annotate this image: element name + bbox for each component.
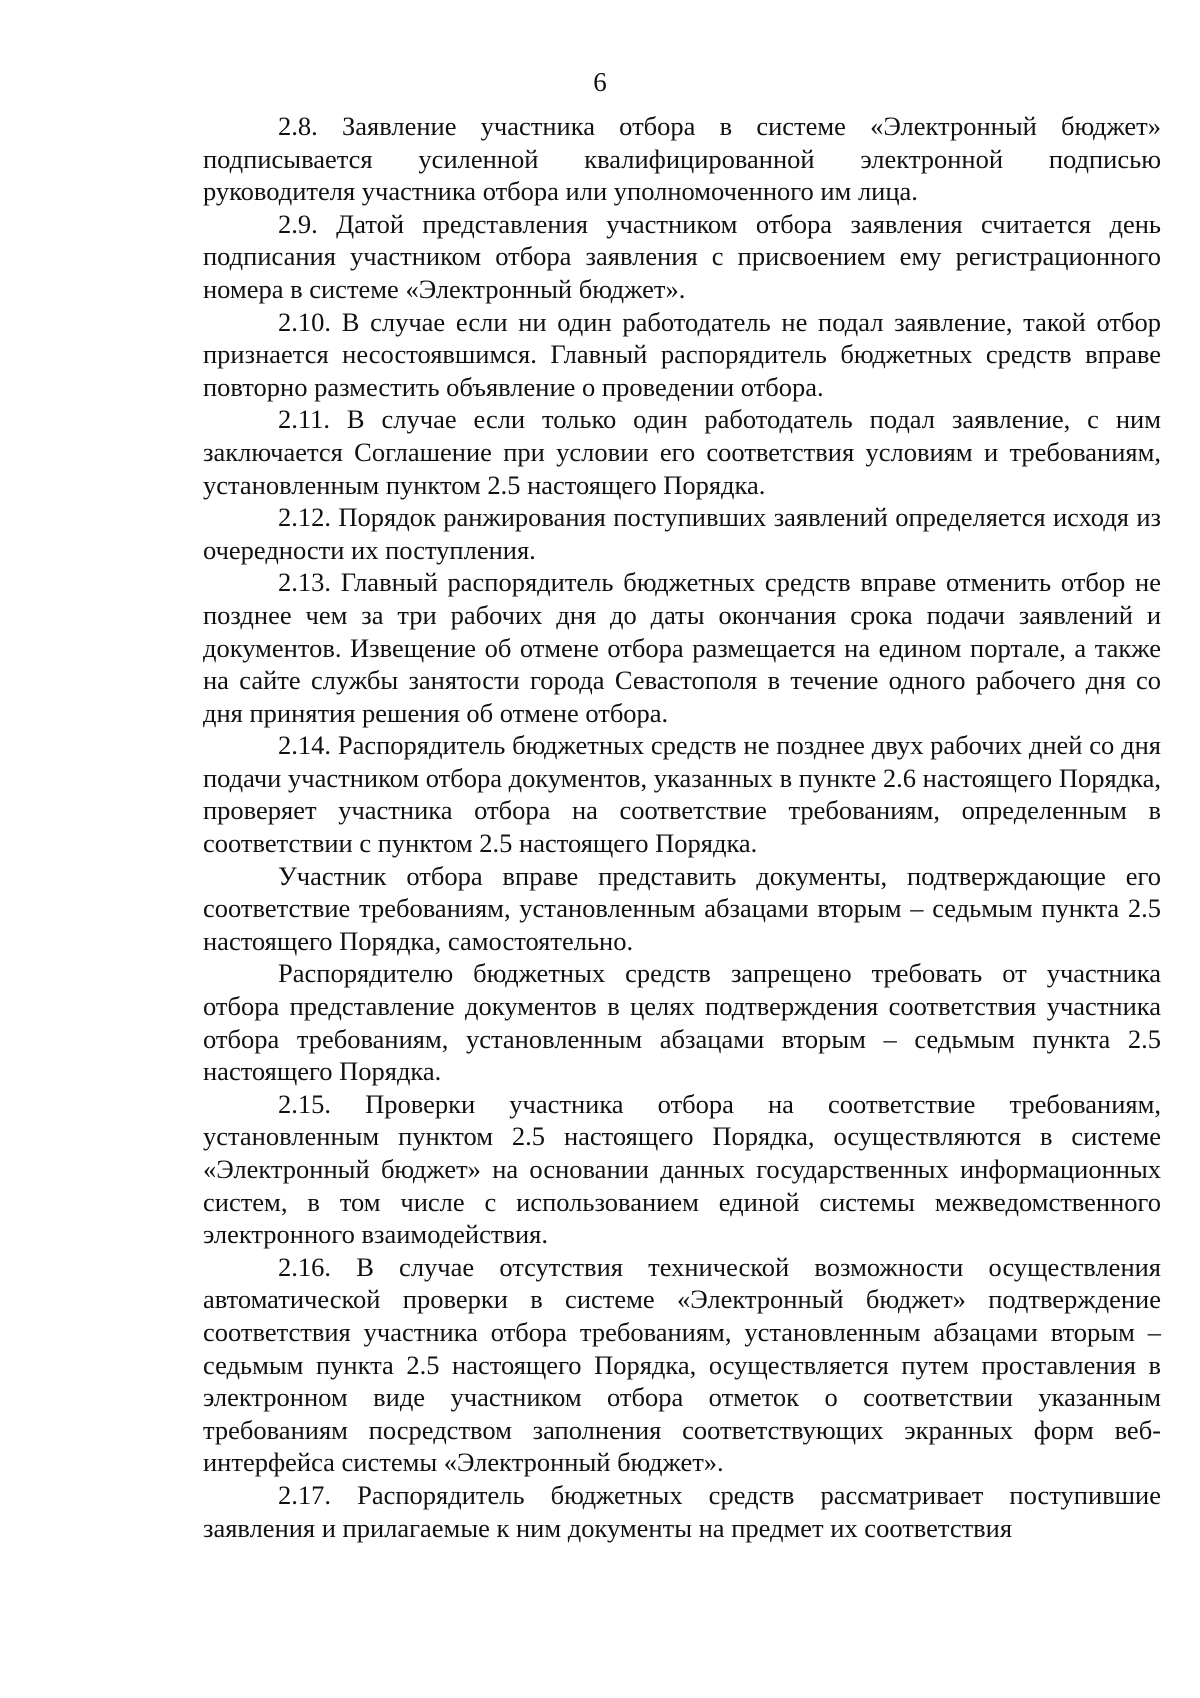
paragraph-2-14: 2.14. Распорядитель бюджетных средств не позднее двух рабочих дней со дня подачи участником отбора документов, указанных в пункте 2.6 настоящего Порядка, проверяет участника отбора на соответствие требованиям, определенным в соответствии с пунктом 2.5 настоящего Порядка. bbox=[203, 730, 1161, 859]
paragraph-2-8: 2.8. Заявление участника отбора в системе «Электронный бюджет» подписывается усиленной квалифицированной электронной подписью руководителя участника отбора или уполномоченного им лица. bbox=[203, 111, 1161, 207]
document-body bbox=[203, 110, 1161, 1544]
paragraph-2-12: 2.12. Порядок ранжирования поступивших заявлений определяется исходя из очередности их поступления. bbox=[203, 502, 1161, 565]
paragraph-2-9: 2.9. Датой представления участником отбора заявления считается день подписания участником отбора заявления с присвоением ему регистрационного номера в системе «Электронный бюджет». bbox=[203, 208, 1161, 304]
paragraph-2-15: 2.15. Проверки участника отбора на соответствие требованиям, установленным пунктом 2.5 настоящего Порядка, осуществляются в системе «Электронный бюджет» на основании данных государственных информационных систем, в том числе с использованием единой системы межведомственного электронного взаимодействия. bbox=[203, 1088, 1161, 1250]
paragraph-2-17: 2.17. Распорядитель бюджетных средств рассматривает поступившие заявления и прилагаемые к ним документы на предмет их соответствия bbox=[203, 1479, 1161, 1543]
paragraph-2-14-part-3: Распорядителю бюджетных средств запрещено требовать от участника отбора представление документов в целях подтверждения соответствия участника отбора требованиям, установленным абзацами вторым – седьмым пункта 2.5 настоящего Порядка. bbox=[203, 958, 1161, 1087]
paragraph-2-11: 2.11. В случае если только один работодатель подал заявление, с ним заключается Соглашение при условии его соответствия условиям и требованиям, установленным пунктом 2.5 настоящего Порядка. bbox=[203, 404, 1161, 500]
paragraph-2-13: 2.13. Главный распорядитель бюджетных средств вправе отменить отбор не позднее чем за три рабочих дня до даты окончания срока подачи заявлений и документов. Извещение об отмене отбора размещается на едином портале, а также на сайте службы занятости города Севастополя в течение одного рабочего дня со дня принятия решения об отмене отбора. bbox=[203, 567, 1161, 728]
paragraph-2-10: 2.10. В случае если ни один работодатель не подал заявление, такой отбор признается несостоявшимся. Главный распорядитель бюджетных средств вправе повторно разместить объявление о проведении отбора. bbox=[203, 306, 1161, 402]
page-number: 6 bbox=[593, 67, 607, 97]
paragraph-2-14-part-2: Участник отбора вправе представить документы, подтверждающие его соответствие требованиям, установленным абзацами вторым – седьмым пункта 2.5 настоящего Порядка, самостоятельно. bbox=[203, 860, 1161, 956]
paragraph-2-16: 2.16. В случае отсутствия технической возможности осуществления автоматической проверки в системе «Электронный бюджет» подтверждение соответствия участника отбора требованиям, установленным абзацами вторым – седьмым пункта 2.5 настоящего Порядка, осуществляется путем проставления в электронном виде участником отбора отметок о соответствии указанным требованиям посредством заполнения соответствующих экранных форм веб-интерфейса системы «Электронный бюджет». bbox=[203, 1251, 1161, 1478]
